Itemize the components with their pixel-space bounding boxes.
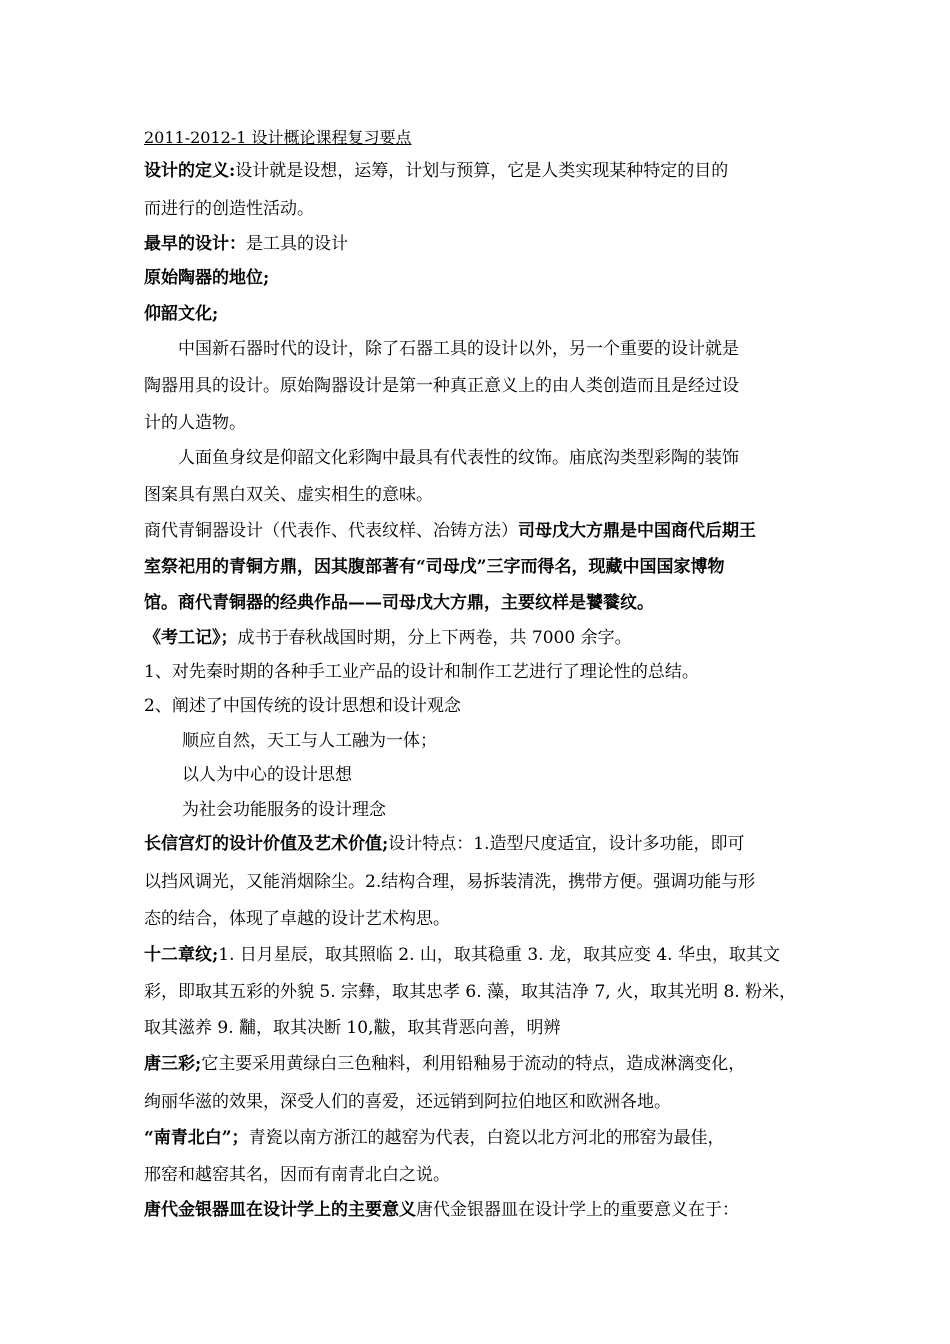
- sub-item-3: 为社会功能服务的设计理念: [182, 800, 386, 820]
- bronze-bold-1: 司母戊大方鼎是中国商代后期王: [518, 521, 756, 541]
- twelve-heading: 十二章纹;: [144, 945, 219, 965]
- pottery-status-heading: 原始陶器的地位;: [144, 268, 270, 288]
- kaogongji-heading: 《考工记》；: [144, 628, 238, 648]
- twelve-line-1: [144, 938, 814, 972]
- changxin-line-2: 以挡风调光，又能消烟除尘。2.结构合理，易拆装清洗，携带方便。强调功能与形: [144, 872, 756, 892]
- bronze-line-1: [144, 514, 814, 548]
- bronze-text: 商代青铜器设计（代表作、代表纹样、冶铸方法）: [144, 521, 518, 541]
- changxin-line-3: 态的结合，体现了卓越的设计艺术构思。: [144, 909, 450, 929]
- yangshao-heading: 仰韶文化;: [144, 304, 219, 324]
- definition-heading: 设计的定义:: [144, 161, 236, 181]
- changxin-text-1: 设计特点：1.造型尺度适宜，设计多功能，即可: [388, 834, 745, 854]
- list-item-2: 2、阐述了中国传统的设计思想和设计观念: [144, 696, 461, 716]
- doc-title: 2011-2012-1 设计概论课程复习要点: [144, 128, 412, 147]
- twelve-line-2: 彩，即取其五彩的外貌 5. 宗彝，取其忠孝 6. 藻，取其洁净 7, 火，取其光明 8. 粉米，: [144, 982, 797, 1002]
- tangjin-line: [144, 1193, 814, 1227]
- tangjin-heading: 唐代金银器皿在设计学上的主要意义: [144, 1200, 416, 1220]
- kaogongji-text: 成书于春秋战国时期，分上下两卷，共 7000 余字。: [237, 628, 632, 648]
- definition-line-2: 而进行的创造性活动。: [144, 199, 314, 219]
- nanqing-text-1: 青瓷以南方浙江的越窑为代表，白瓷以北方河北的邢窑为最佳，: [248, 1128, 725, 1148]
- para1-line-3: 计的人造物。: [144, 413, 246, 433]
- changxin-heading: 长信宫灯的设计价值及艺术价值;: [144, 834, 389, 854]
- nanqing-line-2: 邢窑和越窑其名，因而有南青北白之说。: [144, 1165, 450, 1185]
- tangjin-text: 唐代金银器皿在设计学上的重要意义在于：: [416, 1200, 739, 1220]
- tangsancai-line-1: [144, 1047, 814, 1081]
- list-item-1: 1、对先秦时期的各种手工业产品的设计和制作工艺进行了理论性的总结。: [144, 662, 699, 682]
- sub-item-1: 顺应自然，天工与人工融为一体；: [182, 731, 437, 751]
- definition-text-1: 设计就是设想，运筹，计划与预算，它是人类实现某种特定的目的: [235, 161, 729, 181]
- twelve-line-3: 取其滋养 9. 黼，取其决断 10,黻，取其背恶向善，明辨: [144, 1018, 561, 1038]
- nanqing-heading: “南青北白”；: [144, 1128, 249, 1148]
- twelve-text-1: 1. 日月星辰，取其照临 2. 山，取其稳重 3. 龙，取其应变 4. 华虫，取其文: [218, 945, 780, 965]
- tangsancai-heading: 唐三彩;: [144, 1054, 202, 1074]
- para1-line-1: 中国新石器时代的设计，除了石器工具的设计以外，另一个重要的设计就是: [178, 339, 739, 359]
- bronze-bold-3: 馆。商代青铜器的经典作品——司母戊大方鼎，主要纹样是饕餮纹。: [144, 593, 654, 613]
- para1-line-2: 陶器用具的设计。原始陶器设计是第一种真正意义上的由人类创造而且是经过设: [144, 376, 739, 396]
- definition-line-1: [144, 154, 814, 188]
- kaogongji-line: [144, 621, 814, 655]
- tangsancai-text-1: 它主要采用黄绿白三色釉料，利用铅釉易于流动的特点，造成淋漓变化，: [201, 1054, 746, 1074]
- changxin-line-1: [144, 827, 814, 861]
- sub-item-2: 以人为中心的设计思想: [182, 765, 352, 785]
- nanqing-line-1: [144, 1121, 814, 1155]
- tangsancai-line-2: 绚丽华滋的效果，深受人们的喜爱，还远销到阿拉伯地区和欧洲各地。: [144, 1092, 671, 1112]
- earliest-design-line: [144, 227, 814, 261]
- earliest-design-heading: 最早的设计：: [144, 234, 246, 254]
- bronze-bold-2: 室祭祀用的青铜方鼎，因其腹部著有“司母戊”三字而得名，现藏中国国家博物: [144, 557, 725, 577]
- earliest-design-text: 是工具的设计: [246, 234, 348, 254]
- para2-line-2: 图案具有黑白双关、虚实相生的意味。: [144, 485, 433, 505]
- para2-line-1: 人面鱼身纹是仰韶文化彩陶中最具有代表性的纹饰。庙底沟类型彩陶的装饰: [178, 448, 739, 468]
